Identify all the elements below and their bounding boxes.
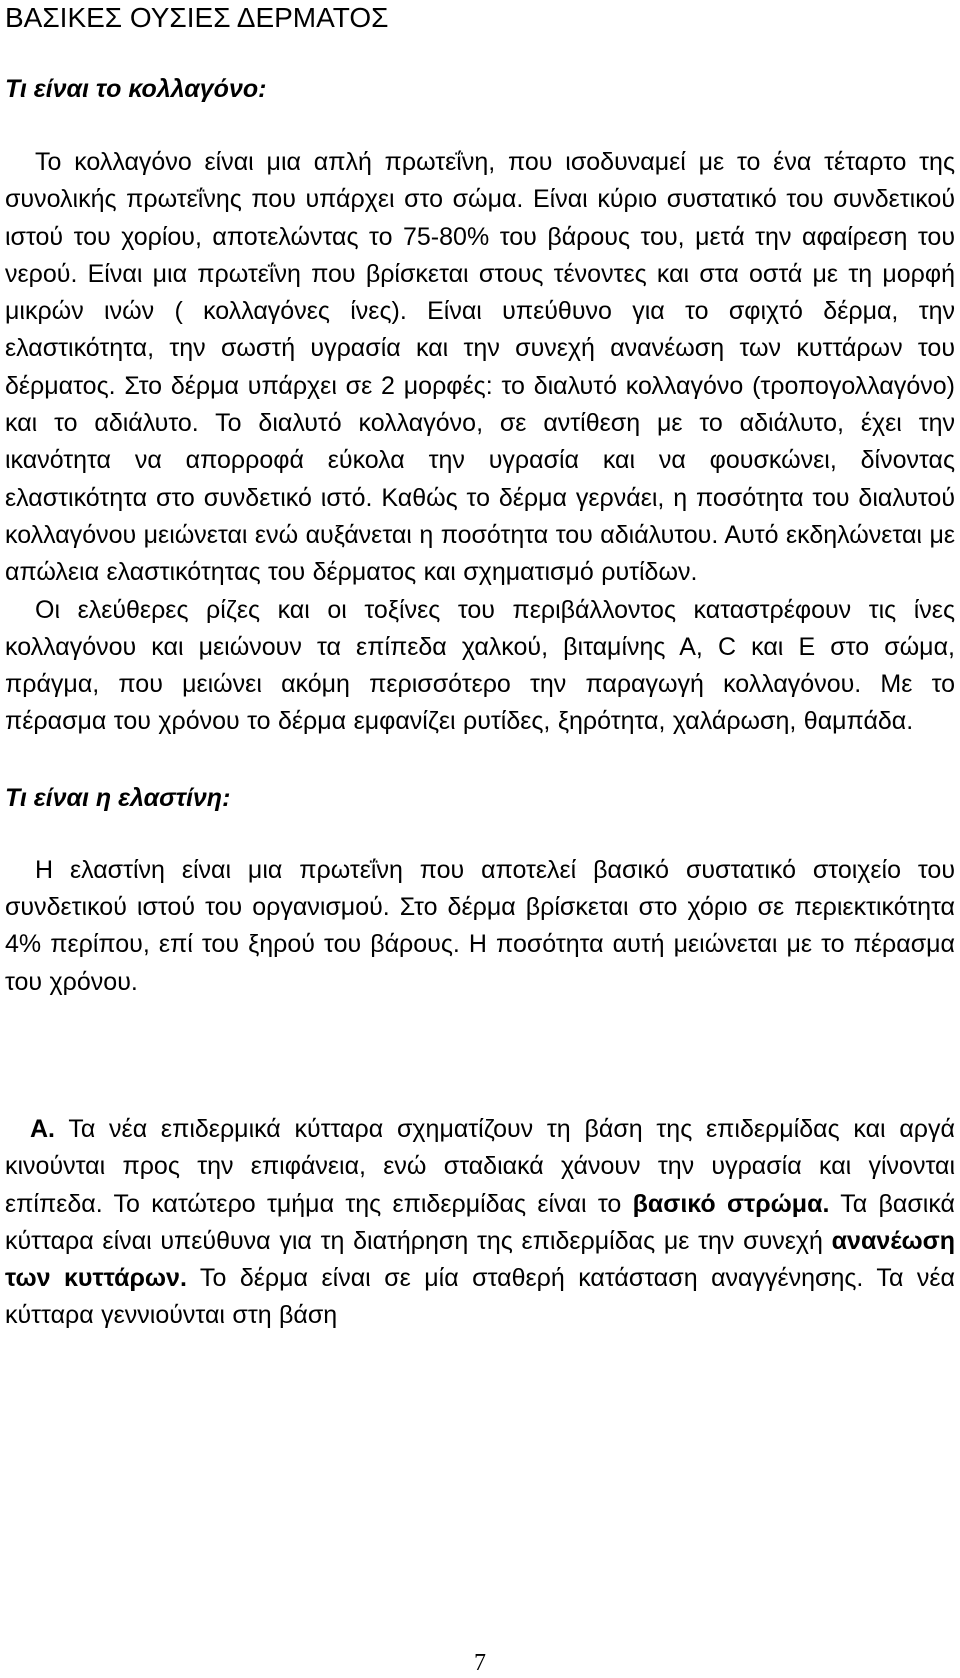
document-page (5, 0, 955, 1335)
page-number: 7 (474, 1650, 486, 1676)
collagen-paragraph-2: Οι ελεύθερες ρίζες και οι τοξίνες του περιβάλλοντος καταστρέφουν τις ίνες κολλαγόνου και μειώνουν τα επίπεδα χαλκού, βιταμίνης Α, C και Ε στο σώμα, πράγμα, που μειώνει ακόμη περισσότερο την παραγωγή κολλαγόνου. Με το πέρασμα του χρόνου το δέρμα εμφανίζει ρυτίδες, ξηρότητα, χαλάρωση, θαμπάδα. (5, 595, 955, 736)
elastin-heading: Τι είναι η ελαστίνη: (5, 783, 231, 812)
collagen-heading-block (5, 72, 955, 106)
section-a-text-2: Τα βασικά κύτταρα είναι υπεύθυνα για τη διατήρηση της επιδερμίδας με την συνεχή (5, 1189, 955, 1255)
section-a-bold-basal-layer: βασικό στρώμα. (632, 1189, 830, 1218)
collagen-paragraph-1: Το κολλαγόνο είναι μια απλή πρωτεΐνη, που ισοδυναμεί με το ένα τέταρτο της συνολικής πρωτεΐνης που υπάρχει στο σώμα. Είναι κύριο συστατικό του συνδετικού ιστού του χορίου, αποτελώντας το 75-80% του βάρους του, μετά την αφαίρεση του νερού. Είναι μια πρωτεΐνη που βρίσκεται στους τένοντες και στα οστά με τη μορφή μικρών ινών ( κολλαγόνες ίνες). Είναι υπεύθυνο για το σφιχτό δέρμα, την ελαστικότητα, την σωστή υγρασία και την συνεχή ανανέωση των κυττάρων του δέρματος. Στο δέρμα υπάρχει σε 2 μορφές: το διαλυτό κολλαγόνο (τροπογολλαγόνο) και το αδιάλυτο. Το διαλυτό κολλαγόνο, σε αντίθεση με το αδιάλυτο, έχει την ικανότητα να απορροφά εύκολα την υγρασία και να φουσκώνει, δίνοντας ελαστικότητα στο συνδετικό ιστό. Καθώς το δέρμα γερνάει, η ποσότητα του διαλυτού κολλαγόνου μειώνεται ενώ αυξάνεται η ποσότητα του αδιάλυτου. Αυτό εκδηλώνεται με απώλεια ελαστικότητας του δέρματος και σχηματισμό ρυτίδων. (5, 148, 955, 587)
section-a-bold-cell-renewal: ανανέωση των κυττάρων. (5, 1226, 955, 1293)
elastin-heading-block (5, 781, 955, 815)
section-a-marker: Α. (30, 1114, 55, 1143)
section-a-paragraph (5, 1111, 955, 1335)
elastin-paragraph: Η ελαστίνη είναι μια πρωτεΐνη που αποτελεί βασικό συστατικό στοιχείο του συνδετικού ιστού του οργανισμού. Στο δέρμα βρίσκεται στο χόριο σε περιεκτικότητα 4% περίπου, επί του ξηρού του βάρους. Η ποσότητα αυτή μειώνεται με το πέρασμα του χρόνου. (5, 855, 955, 996)
section-a-text-3: Το δέρμα είναι σε μία σταθερή κατάσταση αναγγένησης. Τα νέα κύτταρα γεννιούνται στη βάση (5, 1264, 955, 1330)
collagen-heading: Τι είναι το κολλαγόνο: (5, 75, 267, 103)
section-a-text-1: Τα νέα επιδερμικά κύτταρα σχηματίζουν τη βάση της επιδερμίδας και αργά κινούνται προς την επιφάνεια, ενώ σταδιακά χάνουν την υγρασία και γίνονται επίπεδα. Το κατώτερο τμήμα της επιδερμίδας είναι το (5, 1114, 955, 1218)
document-title: ΒΑΣΙΚΕΣ ΟΥΣΙΕΣ ΔΕΡΜΑΤΟΣ (5, 2, 389, 33)
